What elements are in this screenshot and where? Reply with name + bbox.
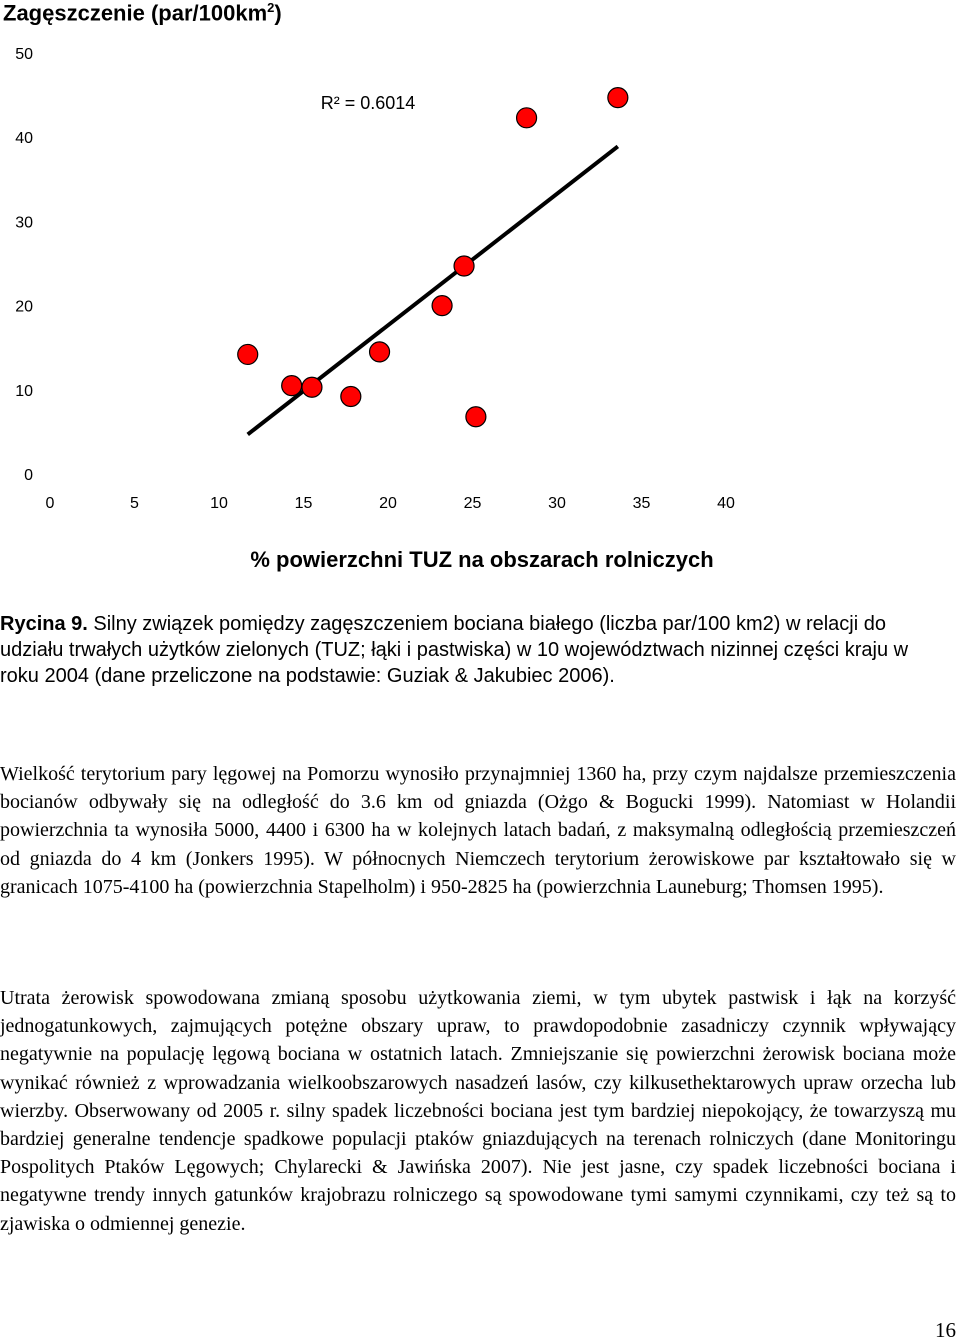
page-number: 16 bbox=[935, 1318, 956, 1342]
figure-caption bbox=[0, 611, 940, 689]
x-tick-label: 40 bbox=[717, 495, 735, 512]
data-point bbox=[238, 344, 258, 364]
data-point bbox=[302, 377, 322, 397]
caption-text: Silny związek pomiędzy zagęszczeniem bociana białego (liczba par/100 km2) w relacji do udziału trwałych użytków zielonych (TUZ; łąki i pastwiska) w 10 województwach nizinnej części kraju w roku 2004 (dane przeliczone na podstawie: Guziak & Jakubiec 2006). bbox=[0, 613, 909, 687]
x-tick-label: 20 bbox=[379, 495, 397, 512]
data-point bbox=[370, 342, 390, 362]
data-point bbox=[432, 296, 452, 316]
y-tick-label: 50 bbox=[15, 46, 33, 63]
paragraph-2: Utrata żerowisk spowodowana zmianą sposobu użytkowania ziemi, w tym ubytek pastwisk i łąk na korzyść jednogatunkowych, zajmujących potężne obszary upraw, to prawdopodobnie zasadniczy czynnik wpływający negatywnie na populację lęgową bociana w ostatnich latach. Zmniejszanie się powierzchni żerowisk bociana może wynikać również z wprowadzania wielkoobszarowych nasadzeń lasów, czy kilkusethektarowych upraw orzecha lub wierzby. Obserwowany od 2005 r. silny spadek liczebności bociana jest tym bardziej niepokojący, że towarzyszą mu bardziej generalne tendencje spadkowe populacji ptaków gniazdujących na terenach rolniczych (dane Monitoringu Pospolitych Ptaków Lęgowych; Chylarecki & Jawińska 2007). Nie jest jasne, czy spadek liczebności bociana i negatywne trendy innych gatunków krajobrazu rolniczego są spowodowane tymi samymi czynnikami, czy też są to zjawiska o odmiennej genezie. bbox=[0, 987, 956, 1235]
data-point bbox=[608, 88, 628, 108]
chart-title-superscript: 2 bbox=[267, 0, 275, 15]
data-point bbox=[454, 256, 474, 276]
paragraph-1: Wielkość terytorium pary lęgowej na Pomorzu wynosiło przynajmniej 1360 ha, przy czym najdalsze przemieszczenia bocianów odbywały się na odległość do 3.6 km od gniazda (Ożgo & Bogucki 1999). Natomiast w Holandii powierzchnia ta wynosiła 5000, 4400 i 6300 ha w kolejnych latach badań, z maksymalną odległością przemieszczeń od gniazda do 4 km (Jonkers 1995). W północnych Niemczech terytorium żerowiskowe par kształtowało się w granicach 1075-4100 ha (powierzchnia Stapelholm) i 950-2825 ha (powierzchnia Launeburg; Thomsen 1995). bbox=[0, 763, 956, 898]
y-axis-ticks bbox=[15, 46, 33, 484]
data-point bbox=[466, 407, 486, 427]
r-squared-annotation: R² = 0.6014 bbox=[320, 93, 416, 113]
data-points bbox=[238, 88, 628, 427]
x-tick-label: 5 bbox=[130, 495, 139, 512]
y-tick-label: 10 bbox=[15, 382, 33, 400]
scatter-chart bbox=[0, 0, 960, 580]
chart-title-end: ) bbox=[274, 0, 282, 26]
x-tick-label: 30 bbox=[548, 495, 566, 512]
y-tick-label: 30 bbox=[15, 214, 33, 232]
caption-label: Rycina 9. bbox=[0, 613, 88, 635]
y-tick-label: 20 bbox=[15, 298, 33, 316]
data-point bbox=[341, 387, 361, 407]
y-tick-label: 40 bbox=[15, 130, 33, 148]
y-tick-label: 0 bbox=[24, 467, 33, 484]
x-tick-label: 15 bbox=[294, 495, 313, 512]
chart-title-main: Zagęszczenie (par/100km bbox=[3, 0, 268, 26]
x-tick-label: 35 bbox=[632, 495, 651, 512]
x-axis-ticks bbox=[46, 495, 735, 512]
data-point bbox=[282, 376, 302, 396]
data-point bbox=[517, 108, 537, 128]
x-tick-label: 25 bbox=[463, 495, 482, 512]
x-tick-label: 10 bbox=[210, 495, 228, 512]
x-axis-label: % powierzchni TUZ na obszarach rolniczych bbox=[250, 547, 714, 572]
x-tick-label: 0 bbox=[45, 495, 55, 512]
